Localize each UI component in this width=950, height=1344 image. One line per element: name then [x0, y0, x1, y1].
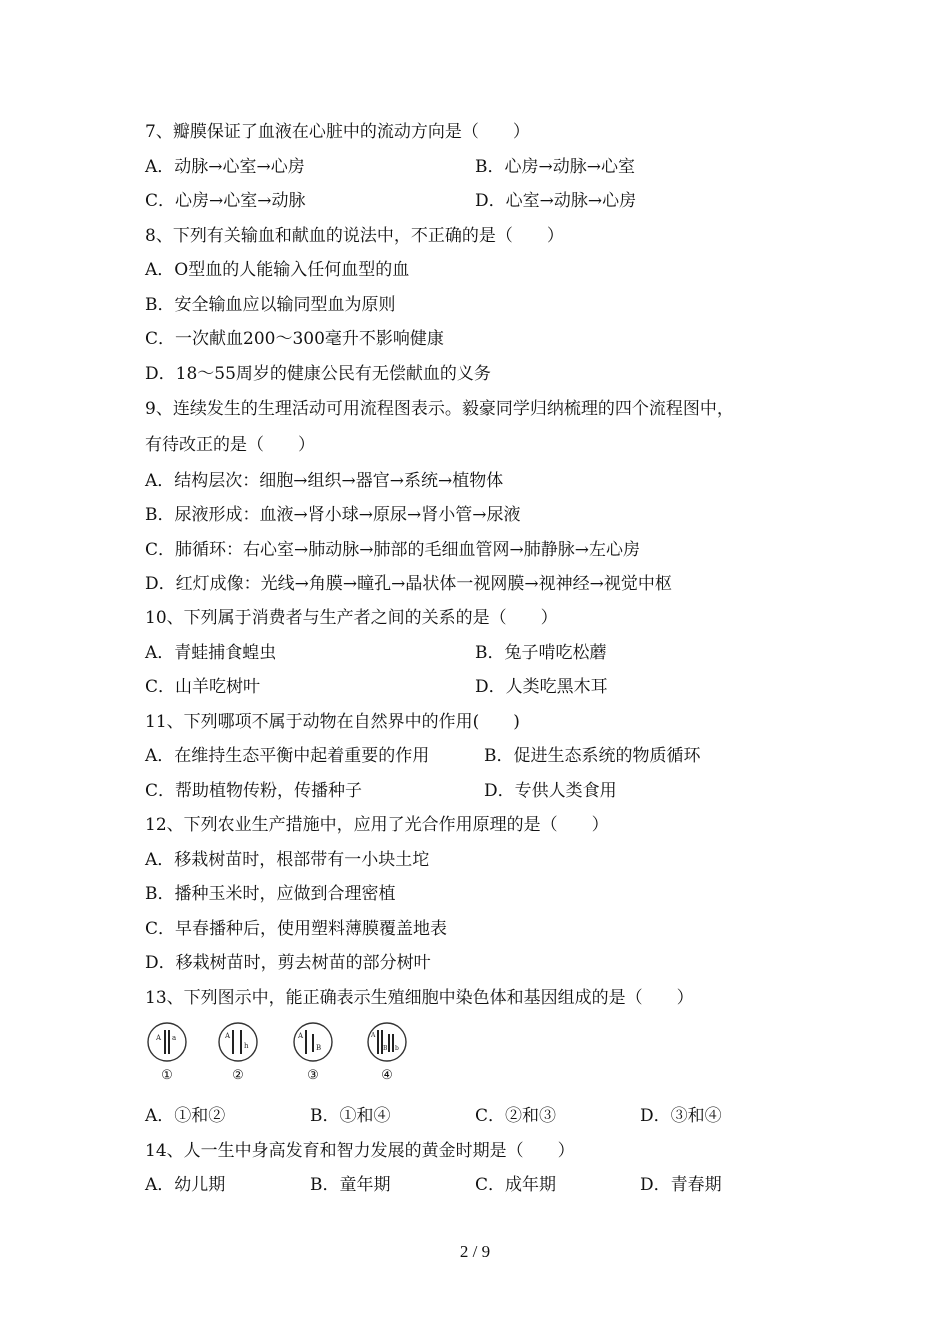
q12-option-c: C．早春播种后，使用塑料薄膜覆盖地表	[145, 919, 448, 939]
q7-stem: 7、瓣膜保证了血液在心脏中的流动方向是（ ）	[145, 122, 530, 142]
q11-option-d: D．专供人类食用	[484, 781, 617, 801]
q11-stem: 11、下列哪项不属于动物在自然界中的作用( )	[145, 712, 520, 732]
fig3-label: ③	[307, 1068, 319, 1083]
q9-option-a: A．结构层次：细胞→组织→器官→系统→植物体	[145, 471, 504, 491]
fig3-gene-2: B	[316, 1044, 322, 1052]
page-number: 2 / 9	[459, 1242, 491, 1261]
q11-option-a: A．在维持生态平衡中起着重要的作用	[145, 746, 430, 766]
q7-option-b: B．心房→动脉→心室	[475, 157, 635, 177]
q9-option-d: D．红灯成像：光线→角膜→瞳孔→晶状体一视网膜→视神经→视觉中枢	[145, 574, 672, 594]
q10-option-d: D．人类吃黑木耳	[475, 677, 608, 697]
fig2-label: ②	[232, 1068, 244, 1083]
fig4-gene-3: b	[395, 1045, 399, 1052]
q8-option-a: A．O型血的人能输入任何血型的血	[145, 260, 410, 280]
fig4-gene-1: A	[371, 1032, 376, 1039]
cell-figure-2	[216, 1018, 276, 1090]
fig2-gene-1: A	[225, 1032, 231, 1040]
q8-option-b: B．安全输血应以输同型血为原则	[145, 295, 396, 315]
q10-option-a: A．青蛙捕食蝗虫	[145, 643, 277, 663]
q10-stem: 10、下列属于消费者与生产者之间的关系的是（ ）	[145, 608, 558, 628]
q13-option-a: A．①和②	[145, 1106, 226, 1126]
q14-option-a: A．幼儿期	[145, 1175, 226, 1195]
cell-figure-3	[291, 1018, 351, 1090]
q14-option-c: C．成年期	[475, 1175, 557, 1195]
fig4-gene-2: B	[383, 1045, 388, 1052]
q14-option-b: B．童年期	[310, 1175, 391, 1195]
fig1-label: ①	[161, 1068, 173, 1083]
fig4-label: ④	[381, 1068, 393, 1083]
fig3-gene-1: A	[298, 1032, 304, 1040]
q9-option-c: C．肺循环：右心室→肺动脉→肺部的毛细血管网→肺静脉→左心房	[145, 540, 640, 560]
q11-option-b: B．促进生态系统的物质循环	[484, 746, 701, 766]
q12-option-d: D．移栽树苗时，剪去树苗的部分树叶	[145, 953, 431, 973]
q10-option-c: C．山羊吃树叶	[145, 677, 261, 697]
fig2-gene-2: h	[244, 1042, 249, 1050]
q13-stem: 13、下列图示中，能正确表示生殖细胞中染色体和基因组成的是（ ）	[145, 988, 694, 1008]
fig1-gene-2: a	[172, 1034, 177, 1042]
q13-option-d: D．③和④	[640, 1106, 722, 1126]
cell-figure-1	[145, 1018, 205, 1090]
chromosome-figures	[140, 1018, 440, 1090]
fig1-gene-1: A	[156, 1034, 162, 1042]
q8-option-c: C．一次献血200〜300毫升不影响健康	[145, 329, 444, 349]
q11-option-c: C．帮助植物传粉，传播种子	[145, 781, 363, 801]
q8-option-d: D．18〜55周岁的健康公民有无偿献血的义务	[145, 364, 491, 384]
q13-option-c: C．②和③	[475, 1106, 557, 1126]
q7-option-c: C．心房→心室→动脉	[145, 191, 306, 211]
q12-stem: 12、下列农业生产措施中，应用了光合作用原理的是（ ）	[145, 815, 609, 835]
q9-stem-line2: 有待改正的是（ ）	[145, 435, 315, 455]
q7-option-d: D．心室→动脉→心房	[475, 191, 637, 211]
q14-stem: 14、人一生中身高发育和智力发展的黄金时期是（ ）	[145, 1141, 575, 1161]
q9-stem-line1: 9、连续发生的生理活动可用流程图表示。毅豪同学归纳梳理的四个流程图中，	[145, 399, 734, 419]
q8-stem: 8、下列有关输血和献血的说法中，不正确的是（ ）	[145, 226, 564, 246]
q12-option-b: B．播种玉米时，应做到合理密植	[145, 884, 396, 904]
cell-figure-4	[365, 1018, 425, 1090]
q9-option-b: B．尿液形成：血液→肾小球→原尿→肾小管→尿液	[145, 505, 521, 525]
q13-option-b: B．①和④	[310, 1106, 391, 1126]
q10-option-b: B．兔子啃吃松蘑	[475, 643, 607, 663]
q7-option-a: A．动脉→心室→心房	[145, 157, 305, 177]
q14-option-d: D．青春期	[640, 1175, 722, 1195]
q12-option-a: A．移栽树苗时，根部带有一小块土坨	[145, 850, 430, 870]
